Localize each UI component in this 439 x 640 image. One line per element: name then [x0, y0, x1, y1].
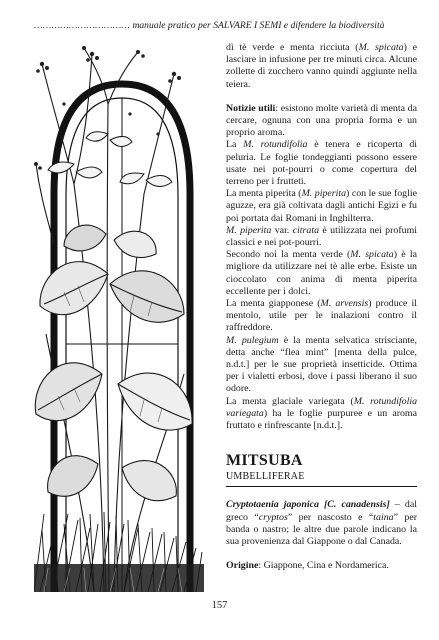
header-dots: ……………………………	[34, 20, 131, 31]
origin-text: : Giappone, Cina e Nordamerica.	[258, 560, 389, 572]
mint-plant-illustration	[34, 44, 204, 592]
description-text: – dal greco “cryptos” per nascosto e “taina” per banda o nastro; le altre due parole indicano la sua provenienza dal Giappone o dal Canada.	[226, 499, 417, 547]
note-piperita: La menta piperita (M. piperita) con le sue foglie aguzze, era già coltivata dagli antichi Egizi e fu poi portata dai Romani in Inghilterra.	[226, 188, 417, 224]
header-title: manuale pratico per SALVARE I SEMI e difendere la biodiversità	[132, 20, 385, 31]
origin-label: Origine	[226, 560, 259, 572]
note-citrata: M. piperita var. citrata è utilizzata nei profumi classici e nei pot-pourri.	[226, 224, 417, 249]
note-rotundifolia: La M. rotundifolia è tenera e ricoperta di peluria. Le foglie tondeggianti possono essere usate nei pot-pourri o come copertura del terreno per i frutteti.	[226, 139, 417, 188]
origin-paragraph	[226, 560, 417, 572]
notes-paragraph	[226, 103, 417, 140]
section-title: MITSUBA	[226, 452, 303, 470]
running-header	[34, 20, 419, 31]
section-family: UMBELLIFERAE	[226, 471, 305, 483]
scientific-name: Cryptotaenia japonica [C. canadensis]	[226, 499, 390, 511]
note-spicata: Secondo noi la menta verde (M. spicata) è la migliore da utilizzare nei tè alle erbe. Esiste un cioccolato con anima di menta piperita eccellente per i dolci.	[226, 249, 417, 297]
note-variegata: La menta glaciale variegata (M. rotundifolia variegata) ha le foglie purpuree e un aroma fruttato e rinfrescante [n.d.t.].	[226, 395, 418, 432]
note-arvensis: La menta giapponese (M. arvensis) produce il mentolo, utile per le inalazioni contro il raffreddore.	[226, 298, 417, 334]
notes-label: Notizie utili	[226, 102, 276, 114]
text-column	[226, 42, 417, 572]
note-pulegium: M. pulegium è la menta selvatica strisciante, detta anche “flea mint” [menta della pulce, n.d.t.] per le sue proprietà insetticide. Ottima per i vialetti erbosi, dove i passi liberano il suo odore.	[226, 334, 417, 395]
intro-paragraph: dì tè verde e menta ricciuta (M. spicata) e lasciare in infusione per tre minuti circa. Alcune zollette di zucchero vanno quindi aggiunte nella teiera.	[226, 42, 417, 90]
mitsuba-description	[226, 499, 417, 548]
page-number: 157	[211, 600, 228, 611]
notes-first: : esistono molte varietà di menta da cercare, ognuna con una propria forma e un proprio aroma.	[226, 102, 418, 139]
